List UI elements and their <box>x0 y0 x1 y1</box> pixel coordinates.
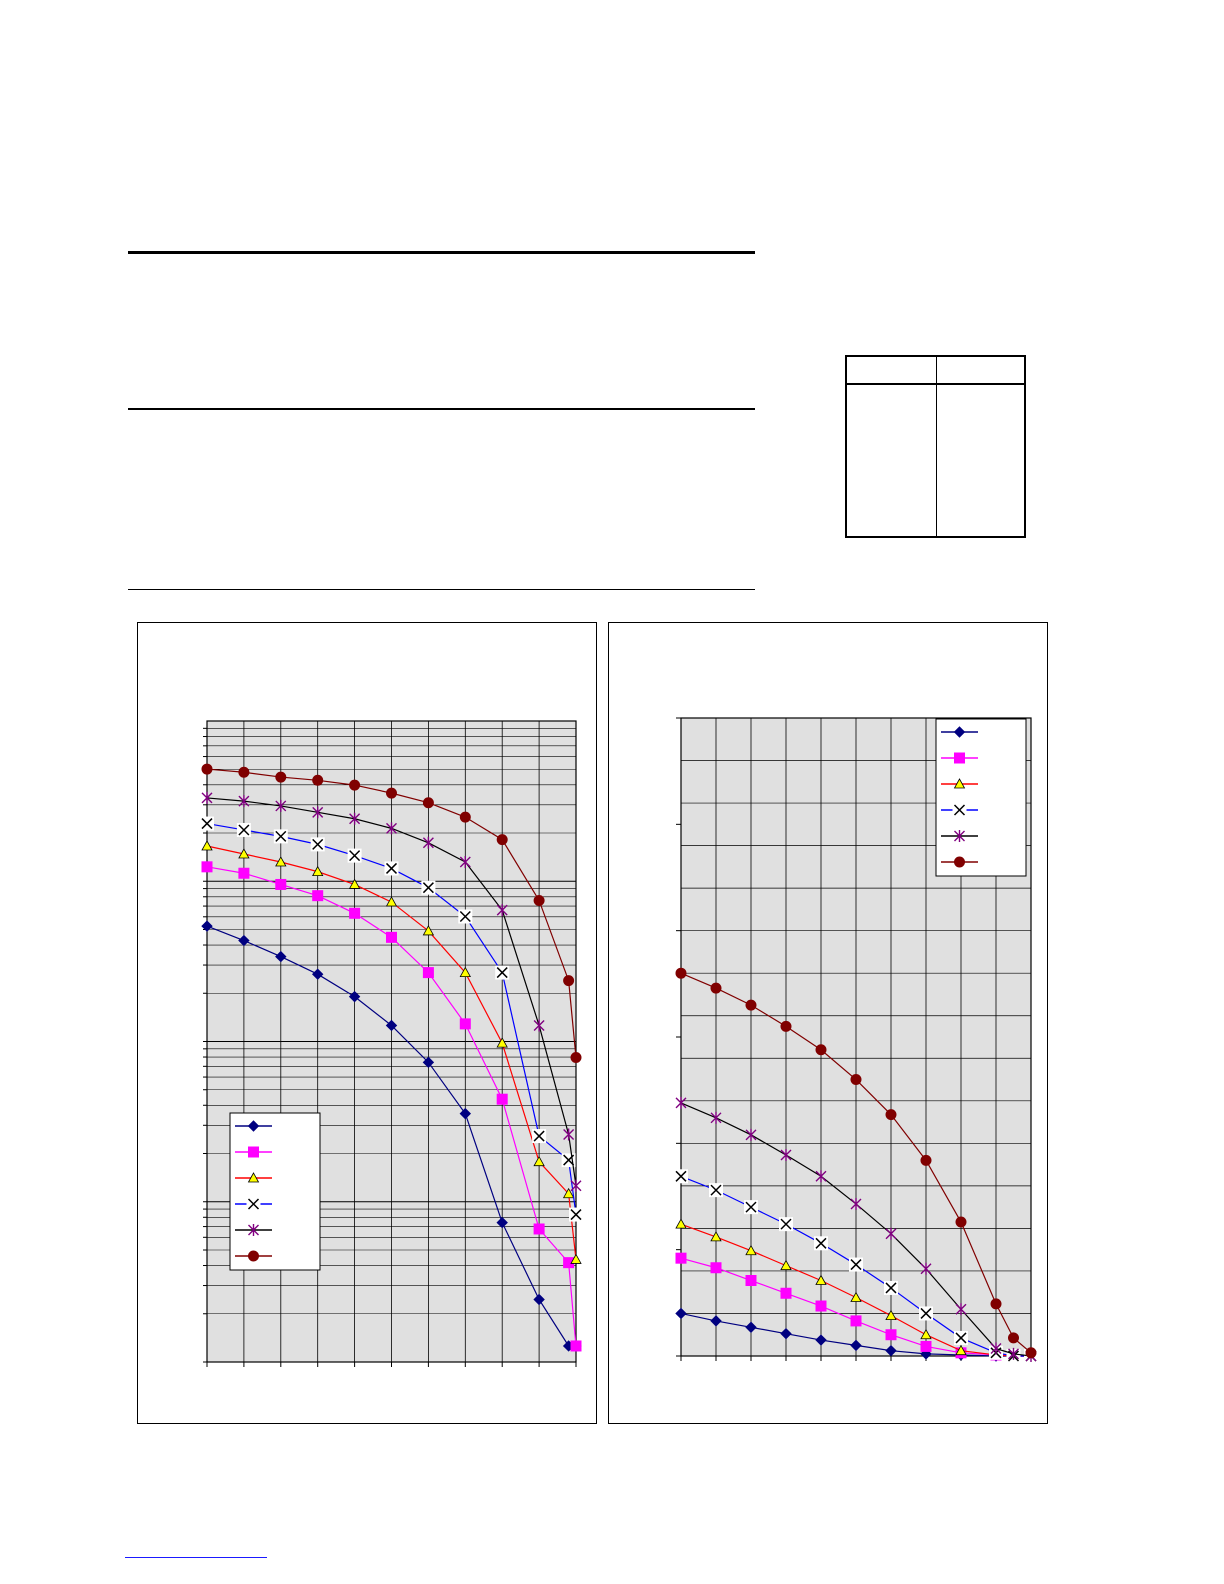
legend-box <box>230 1113 320 1270</box>
data-point <box>851 1316 861 1326</box>
data-point <box>350 780 360 790</box>
data-point <box>851 1075 861 1085</box>
data-point <box>921 1341 931 1351</box>
data-point <box>991 1299 1001 1309</box>
data-point <box>781 1021 791 1031</box>
data-point <box>387 932 397 942</box>
data-point <box>534 1224 544 1234</box>
data-point <box>423 798 433 808</box>
legend-right <box>936 719 1026 876</box>
data-point <box>497 835 507 845</box>
data-point <box>564 976 574 986</box>
data-point <box>571 1053 581 1063</box>
data-point <box>313 775 323 785</box>
data-point <box>816 1301 826 1311</box>
data-point <box>746 1276 756 1286</box>
legend-marker-series-2 <box>955 753 965 763</box>
data-point <box>886 1110 896 1120</box>
data-point <box>676 968 686 978</box>
data-point <box>313 891 323 901</box>
data-point <box>239 767 249 777</box>
data-point <box>781 1288 791 1298</box>
data-point <box>276 879 286 889</box>
data-point <box>460 812 470 822</box>
data-point <box>534 895 544 905</box>
data-point <box>1009 1333 1019 1343</box>
data-point <box>676 1253 686 1263</box>
chart-right <box>674 718 1038 1363</box>
legend-left <box>230 1113 320 1270</box>
data-point <box>921 1155 931 1165</box>
data-point <box>746 1000 756 1010</box>
data-point <box>350 908 360 918</box>
data-point <box>276 772 286 782</box>
chart-left <box>200 721 583 1367</box>
data-point <box>711 983 721 993</box>
data-point <box>239 868 249 878</box>
data-point <box>387 788 397 798</box>
legend-box <box>936 719 1026 876</box>
legend-marker-series-6 <box>249 1251 259 1261</box>
data-point <box>423 968 433 978</box>
data-point <box>497 1094 507 1104</box>
data-point <box>711 1263 721 1273</box>
data-point <box>886 1330 896 1340</box>
data-point <box>202 862 212 872</box>
data-point <box>202 764 212 774</box>
data-point <box>956 1217 966 1227</box>
footer-link-underline[interactable] <box>125 1557 267 1558</box>
legend-marker-series-6 <box>955 857 965 867</box>
data-point <box>571 1341 581 1351</box>
data-point <box>1026 1348 1036 1358</box>
data-point <box>460 1019 470 1029</box>
legend-marker-series-2 <box>249 1147 259 1157</box>
data-point <box>816 1045 826 1055</box>
